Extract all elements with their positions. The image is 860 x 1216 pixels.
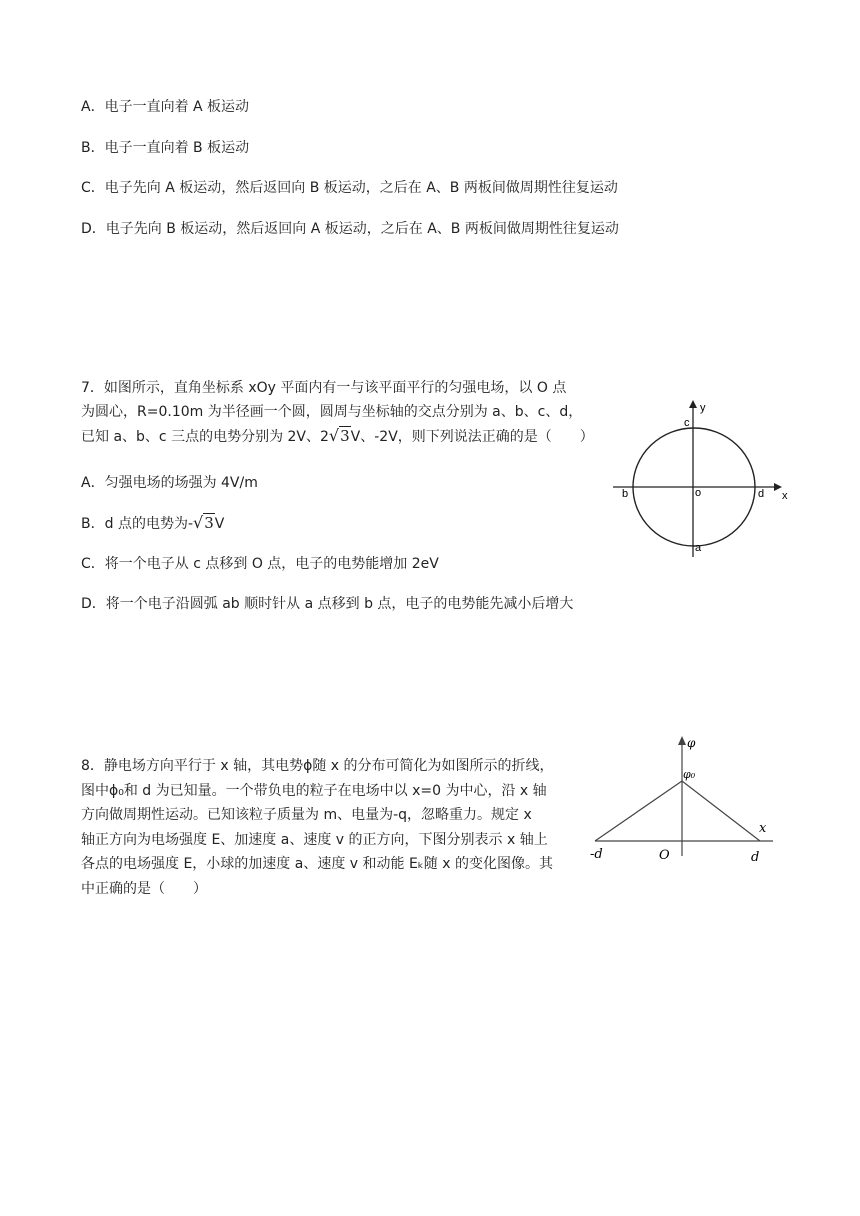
q7-stem-line-3: 已知 a、b、c 三点的电势分别为 2V、2√3V、-2V，则下列说法正确的是（ ） [81, 424, 601, 449]
phi0-label: φ₀ [683, 768, 696, 781]
origin-label: O [659, 848, 670, 863]
neg-d-label: -d [590, 847, 603, 862]
q7-option-c: C．将一个电子从 c 点移到 O 点，电子的电势能增加 2eV [81, 556, 439, 572]
q8-stem-line-1: 8．静电场方向平行于 x 轴，其电势ϕ随 x 的分布可简化为如图所示的折线， [81, 758, 554, 774]
q8-stem-line-3: 方向做周期性运动。已知该粒子质量为 m、电量为-q，忽略重力。规定 x [81, 807, 532, 823]
sqrt-symbol: √3 [193, 513, 214, 532]
q7-stem-line-2: 为圆心，R=0.10m 为半径画一个圆，圆周与坐标轴的交点分别为 a、b、c、d， [81, 404, 583, 420]
x-axis-label: x [782, 490, 788, 502]
point-c-label: c [684, 417, 690, 429]
x-axis-label: x [759, 821, 767, 836]
potential-polyline [595, 781, 760, 841]
x-axis-arrow-icon [774, 483, 782, 491]
q7-option-a: A．匀强电场的场强为 4V/m [81, 475, 258, 491]
q7-circle-figure [608, 395, 798, 565]
y-axis-arrow-icon [689, 400, 697, 408]
q7-option-b: B．d 点的电势为-√3V [81, 513, 225, 532]
origin-label: o [695, 487, 702, 499]
d-label: d [751, 850, 760, 865]
question-8 [81, 754, 576, 901]
y-axis-label: y [700, 402, 706, 414]
point-a-label: a [695, 542, 702, 554]
sqrt-symbol: √3 [328, 426, 350, 445]
q6-option-d: D．电子先向 B 板运动，然后返回向 A 板运动，之后在 A、B 两板间做周期性往复运动 [81, 221, 619, 237]
phi-axis-arrow-icon [678, 736, 686, 745]
q8-potential-figure [585, 730, 785, 870]
q8-stem-line-6: 中正确的是（ ） [81, 880, 207, 897]
q6-option-c: C．电子先向 A 板运动，然后返回向 B 板运动，之后在 A、B 两板间做周期性往复运动 [81, 180, 618, 196]
phi-axis-label: φ [687, 736, 696, 750]
q8-stem-line-4: 轴正方向为电场强度 E、加速度 a、速度 v 的正方向，下图分别表示 x 轴上 [81, 831, 548, 848]
q8-stem-line-2: 图中ϕ₀和 d 为已知量。一个带负电的粒子在电场中以 x=0 为中心，沿 x 轴 [81, 782, 547, 799]
point-d-label: d [758, 488, 765, 500]
q7-option-d: D．将一个电子沿圆弧 ab 顺时针从 a 点移到 b 点，电子的电势能先减小后增大 [81, 596, 574, 612]
q6-option-a: A．电子一直向着 A 板运动 [81, 99, 250, 115]
q6-option-b: B．电子一直向着 B 板运动 [81, 140, 250, 156]
question-7 [81, 376, 601, 449]
q7-stem-line-1: 7．如图所示，直角坐标系 xOy 平面内有一与该平面平行的匀强电场，以 O 点 [81, 380, 567, 396]
point-b-label: b [622, 488, 629, 500]
q8-stem-line-5: 各点的电场强度 E，小球的加速度 a、速度 v 和动能 Eₖ随 x 的变化图像。其 [81, 856, 553, 872]
